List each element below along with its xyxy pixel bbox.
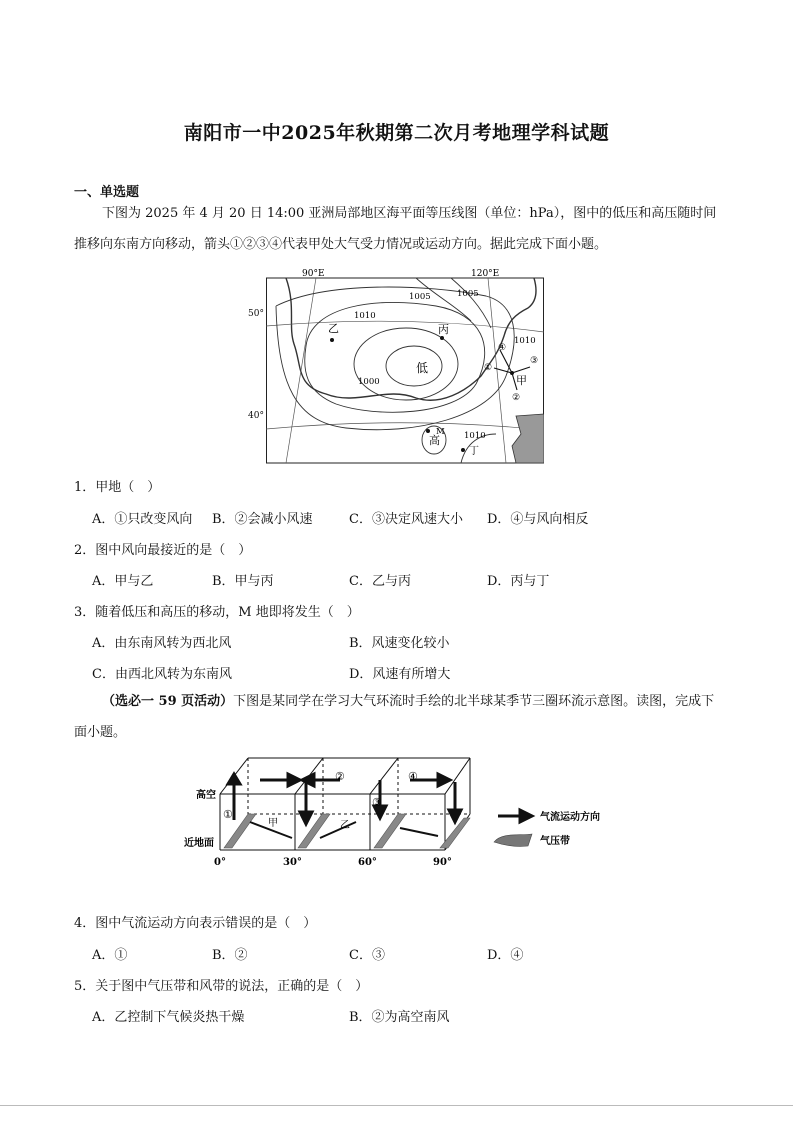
q4-option-d[interactable]: D．④ xyxy=(487,948,524,963)
arrow-1: ① xyxy=(484,363,493,373)
low-center: 低 xyxy=(416,361,429,375)
q5-option-a[interactable]: A．乙控制下气候炎热干燥 xyxy=(92,1010,245,1025)
question-1: 1．甲地（ ） xyxy=(74,480,161,495)
arrow-num-1: ① xyxy=(223,808,233,821)
lon-label-120: 120°E xyxy=(471,269,500,279)
q4-option-c[interactable]: C．③ xyxy=(349,948,385,963)
q5-option-b[interactable]: B．②为高空南风 xyxy=(349,1010,450,1025)
intro-paragraph-1: 下图为 2025 年 4 月 20 日 14:00 亚洲局部地区海平面等压线图（单位：hPa），图中的低压和高压随时间推移向东南方向移动，箭头①②③④代表甲处大气受力情况或运动方向。据此完成下面小题。 xyxy=(74,206,717,252)
q3-option-a[interactable]: A．由东南风转为西北风 xyxy=(92,636,232,651)
place-bing: 丙 xyxy=(438,323,449,336)
arrow-num-2: ② xyxy=(335,770,345,783)
arrow-3: ③ xyxy=(530,356,539,366)
q2-option-d[interactable]: D．丙与丁 xyxy=(487,574,550,589)
q2-option-b[interactable]: B．甲与丙 xyxy=(212,574,274,589)
q2-option-a[interactable]: A．甲与乙 xyxy=(92,574,154,589)
isobar-label: 1010 xyxy=(354,311,376,321)
lat-label-40: 40° xyxy=(248,411,264,421)
intro2-text: 下图是某同学在学习大气环流时手绘的北半球某季节三圈环流示意图。读图，完成下面小题。 xyxy=(74,694,715,740)
q1-option-b[interactable]: B．②会减小风速 xyxy=(212,512,313,527)
lat-60: 60° xyxy=(358,857,377,868)
isobar-label: 1000 xyxy=(358,377,380,387)
q3-option-c[interactable]: C．由西北风转为东南风 xyxy=(92,667,232,682)
lat-0: 0° xyxy=(214,857,226,868)
q2-option-c[interactable]: C．乙与丙 xyxy=(349,574,411,589)
label-upper: 高空 xyxy=(196,790,216,801)
q1-option-c[interactable]: C．③决定风速大小 xyxy=(349,512,463,527)
place-jia: 甲 xyxy=(516,374,527,387)
page-bottom-divider xyxy=(0,1105,793,1106)
arrow-num-3: ③ xyxy=(372,796,382,809)
legend-airflow: 气流运动方向 xyxy=(540,812,600,823)
legend-pressure-belt: 气压带 xyxy=(540,836,570,847)
isobar-label: 1010 xyxy=(514,336,536,346)
intro-paragraph-2 xyxy=(74,686,724,748)
arrow-2: ② xyxy=(512,393,521,403)
intro2-bold: （选必一 59 页活动） xyxy=(102,694,234,709)
label-surface: 近地面 xyxy=(184,838,214,849)
question-3: 3．随着低压和高压的移动，M 地即将发生（ ） xyxy=(74,605,360,620)
place-yi: 乙 xyxy=(328,322,339,335)
cell-label-yi: 乙 xyxy=(340,820,350,831)
lat-30: 30° xyxy=(283,857,302,868)
high-center: 高 xyxy=(429,434,440,447)
lat-label-50: 50° xyxy=(248,309,264,319)
q1-option-a[interactable]: A．①只改变风向 xyxy=(92,512,193,527)
isobar-label: 1005 xyxy=(457,289,479,299)
place-ding: 丁 xyxy=(469,446,479,457)
question-4: 4．图中气流运动方向表示错误的是（ ） xyxy=(74,916,317,931)
q4-option-a[interactable]: A．① xyxy=(92,948,128,963)
q4-option-b[interactable]: B．② xyxy=(212,948,248,963)
section-heading: 一、单选题 xyxy=(74,185,140,200)
lon-label-90: 90°E xyxy=(302,269,325,279)
page-title: 南阳市一中2025年秋期第二次月考地理学科试题 xyxy=(183,122,610,144)
arrow-num-4: ④ xyxy=(408,770,418,783)
isobar-label: 1010 xyxy=(464,431,486,441)
lat-90: 90° xyxy=(433,857,452,868)
arrow-4: ④ xyxy=(498,343,507,353)
cell-label-jia: 甲 xyxy=(268,818,278,829)
question-5: 5．关于图中气压带和风带的说法，正确的是（ ） xyxy=(74,979,369,994)
isobar-label: 1005 xyxy=(409,292,431,302)
circulation-diagram xyxy=(180,752,620,872)
q3-option-d[interactable]: D．风速有所增大 xyxy=(349,667,451,682)
question-2: 2．图中风向最接近的是（ ） xyxy=(74,543,252,558)
q1-option-d[interactable]: D．④与风向相反 xyxy=(487,512,589,527)
q3-option-b[interactable]: B．风速变化较小 xyxy=(349,636,450,651)
place-m: M xyxy=(436,427,445,437)
legend-belt-icon xyxy=(494,834,532,846)
isobar-map xyxy=(266,266,544,464)
